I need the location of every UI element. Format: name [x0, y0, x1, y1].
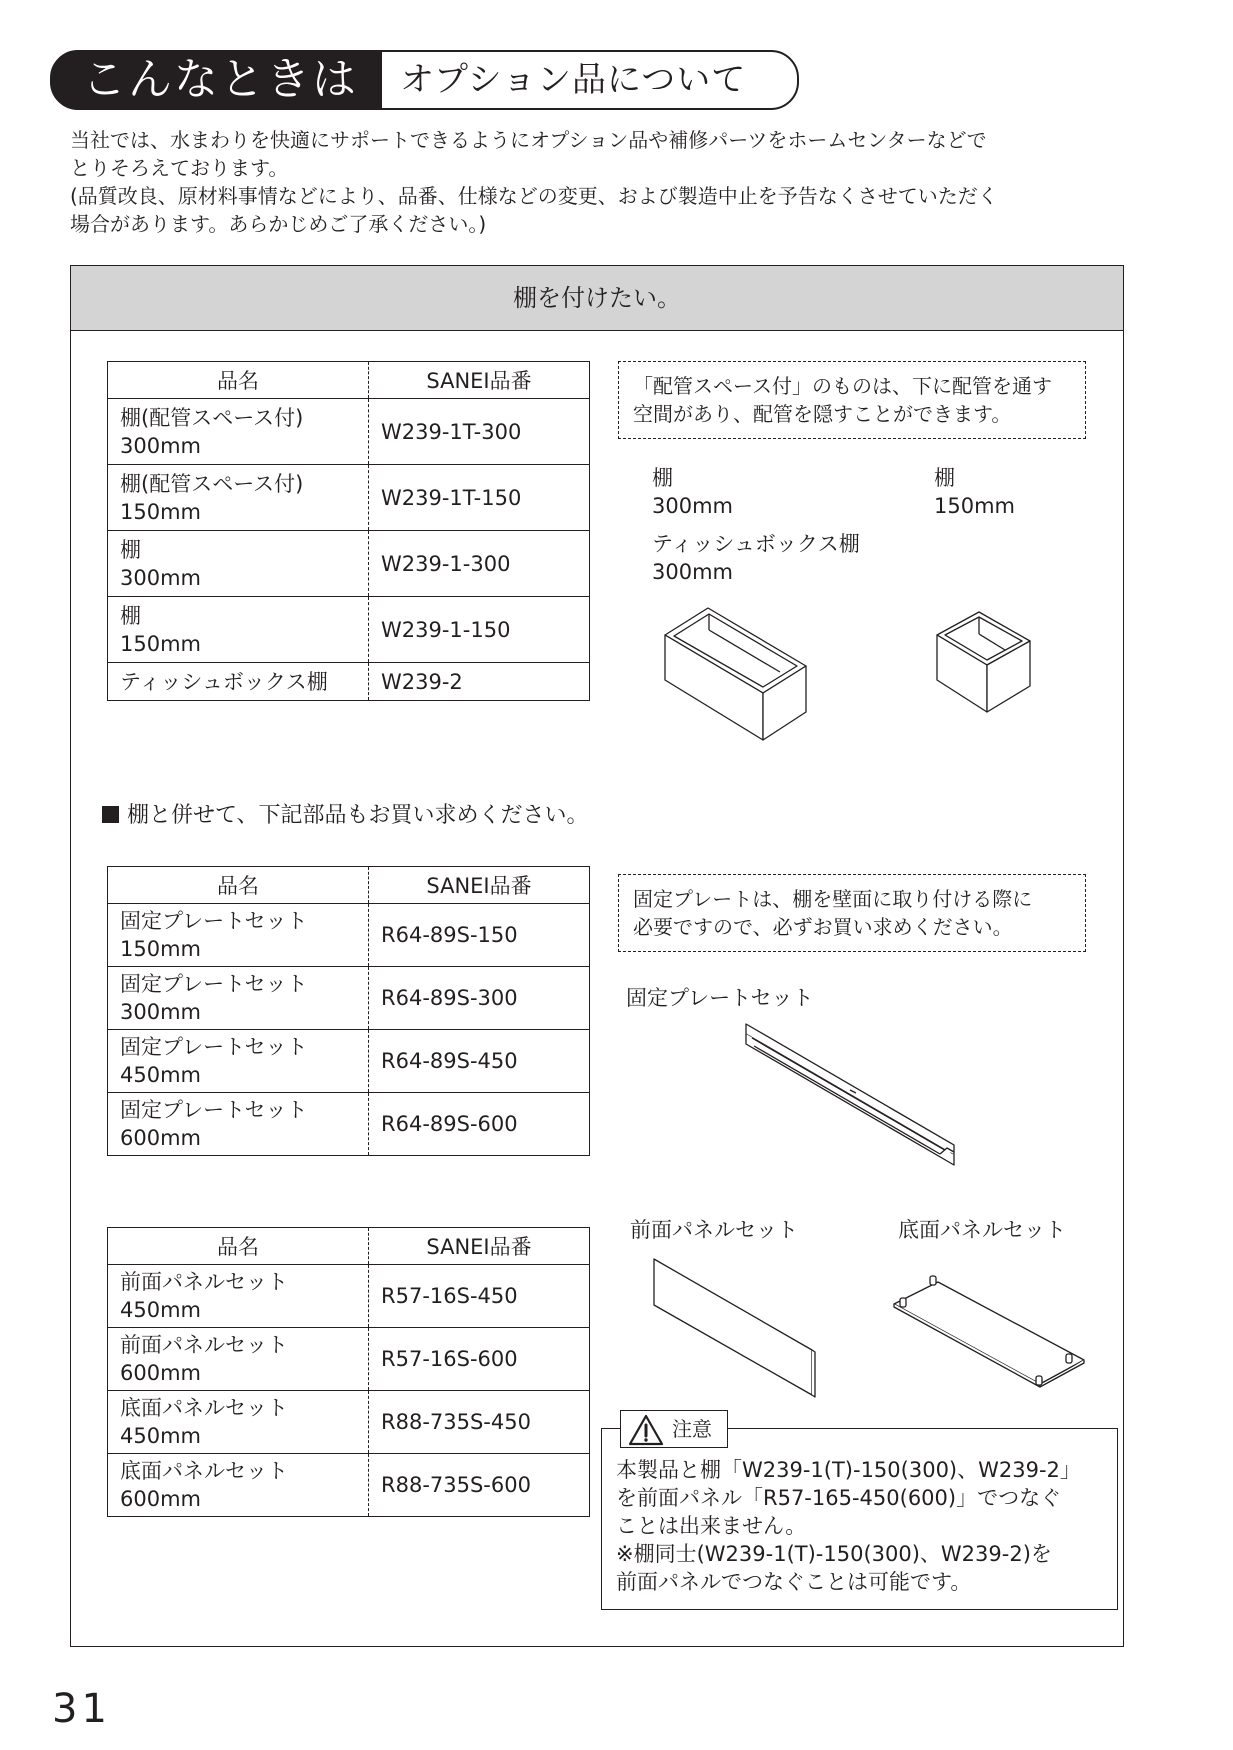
square-bullet-icon	[102, 806, 119, 823]
tissue-shelf-size: 300mm	[652, 560, 733, 584]
item-size: 600mm	[120, 1126, 201, 1150]
item-name: 棚(配管スペース付)	[120, 405, 304, 430]
table-row	[108, 531, 590, 597]
item-name: ティッシュボックス棚	[120, 669, 328, 694]
shelves-table	[107, 361, 590, 701]
warning-triangle-icon	[628, 1414, 664, 1446]
shelf-150-label	[934, 464, 1015, 520]
col-header-name: 品名	[108, 362, 369, 399]
item-name: 底面パネルセット	[120, 1459, 288, 1483]
intro-text	[70, 126, 1070, 238]
caution-label: 注意	[672, 1417, 712, 1441]
header-subtitle: オプション品について	[400, 60, 747, 100]
caution-line: を前面パネル「R57-165-450(600)」でつなぐ	[616, 1486, 1062, 1510]
item-size: 600mm	[120, 1487, 201, 1511]
col-header-code: SANEI品番	[369, 362, 590, 399]
caution-text	[616, 1456, 1081, 1596]
page-number: 31	[52, 1686, 111, 1732]
item-name: 固定プレートセット	[120, 1098, 308, 1122]
item-size: 150mm	[120, 631, 201, 656]
item-name: 底面パネルセット	[120, 1396, 288, 1420]
table-row	[108, 1454, 590, 1517]
item-name: 前面パネルセット	[120, 1270, 288, 1294]
table-row	[108, 1328, 590, 1391]
col-header-code: SANEI品番	[369, 1228, 590, 1265]
item-name: 棚	[120, 537, 141, 562]
panels-table	[107, 1227, 590, 1517]
item-size: 150mm	[120, 499, 201, 524]
table-row	[108, 465, 590, 531]
item-code: W239-1T-300	[369, 399, 590, 465]
note-line: 空間があり、配管を隠すことができます。	[633, 402, 1012, 426]
shelf-150-size: 150mm	[934, 494, 1015, 518]
table-row	[108, 1265, 590, 1328]
shelf-300-label	[652, 464, 733, 520]
caution-line: 前面パネルでつなぐことは可能です。	[616, 1570, 972, 1594]
intro-line: (品質改良、原材料事情などにより、品番、仕様などの変更、および製造中止を予告なくさせていただく	[70, 184, 998, 208]
item-code: R64-89S-300	[369, 967, 590, 1030]
item-code: W239-1-150	[369, 597, 590, 663]
col-header-code: SANEI品番	[369, 867, 590, 904]
item-code: R57-16S-600	[369, 1328, 590, 1391]
purchase-note-text: 棚と併せて、下記部品もお買い求めください。	[127, 803, 589, 828]
table-row	[108, 904, 590, 967]
item-size: 600mm	[120, 1361, 201, 1385]
shelf-300-size: 300mm	[652, 494, 733, 518]
header-title: こんなときは	[82, 54, 358, 105]
item-size: 450mm	[120, 1063, 201, 1087]
shelf-150-illustration	[935, 608, 1035, 718]
pipe-space-note	[618, 361, 1086, 439]
plate-label: 固定プレートセット	[626, 986, 814, 1010]
table-header-row	[108, 1228, 590, 1265]
table-row	[108, 967, 590, 1030]
caution-line: ことは出来ません。	[616, 1514, 807, 1538]
item-name: 前面パネルセット	[120, 1333, 288, 1357]
item-name: 固定プレートセット	[120, 972, 308, 996]
item-code: R64-89S-600	[369, 1093, 590, 1156]
caution-line: ※棚同士(W239-1(T)-150(300)、W239-2)を	[616, 1542, 1052, 1566]
item-code: W239-1-300	[369, 531, 590, 597]
item-code: R57-16S-450	[369, 1265, 590, 1328]
tissue-shelf-label	[652, 530, 860, 586]
table-row	[108, 1391, 590, 1454]
note-line: 必要ですので、必ずお買い求めください。	[633, 915, 1013, 939]
front-panel-label: 前面パネルセット	[630, 1218, 798, 1242]
item-size: 150mm	[120, 937, 201, 961]
plates-table	[107, 866, 590, 1156]
table-header-row	[108, 362, 590, 399]
table-row	[108, 1030, 590, 1093]
shelf-150-name: 棚	[934, 466, 955, 490]
col-header-name: 品名	[108, 867, 369, 904]
item-size: 300mm	[120, 433, 201, 458]
plate-note	[618, 874, 1086, 952]
fixing-plate-illustration	[740, 1020, 965, 1170]
item-code: R64-89S-450	[369, 1030, 590, 1093]
item-name: 棚(配管スペース付)	[120, 471, 304, 496]
bottom-panel-label: 底面パネルセット	[898, 1218, 1066, 1242]
item-size: 450mm	[120, 1424, 201, 1448]
purchase-note	[102, 798, 589, 829]
item-name: 固定プレートセット	[120, 909, 308, 933]
shelf-300-name: 棚	[652, 466, 673, 490]
item-code: R64-89S-150	[369, 904, 590, 967]
table-row	[108, 597, 590, 663]
table-row	[108, 663, 590, 701]
item-code: W239-2	[369, 663, 590, 701]
shelf-300-illustration	[660, 600, 810, 745]
item-name: 固定プレートセット	[120, 1035, 308, 1059]
item-code: W239-1T-150	[369, 465, 590, 531]
note-line: 「配管スペース付」のものは、下に配管を通す	[633, 374, 1052, 398]
section-title: 棚を付けたい。	[513, 284, 681, 312]
table-row	[108, 399, 590, 465]
item-size: 450mm	[120, 1298, 201, 1322]
item-size: 300mm	[120, 565, 201, 590]
note-line: 固定プレートは、棚を壁面に取り付ける際に	[633, 887, 1033, 911]
table-row	[108, 1093, 590, 1156]
col-header-name: 品名	[108, 1228, 369, 1265]
caution-line: 本製品と棚「W239-1(T)-150(300)、W239-2」	[616, 1458, 1081, 1482]
intro-line: 場合があります。あらかじめご了承ください。)	[70, 212, 487, 236]
item-size: 300mm	[120, 1000, 201, 1024]
front-panel-illustration	[650, 1255, 820, 1400]
table-header-row	[108, 867, 590, 904]
intro-line: とりそろえております。	[70, 156, 289, 180]
item-code: R88-735S-600	[369, 1454, 590, 1517]
bottom-panel-illustration	[890, 1272, 1090, 1402]
item-name: 棚	[120, 603, 141, 628]
intro-line: 当社では、水まわりを快適にサポートできるようにオプション品や補修パーツをホームセンターなどで	[70, 128, 987, 152]
tissue-shelf-name: ティッシュボックス棚	[652, 532, 860, 556]
item-code: R88-735S-450	[369, 1391, 590, 1454]
